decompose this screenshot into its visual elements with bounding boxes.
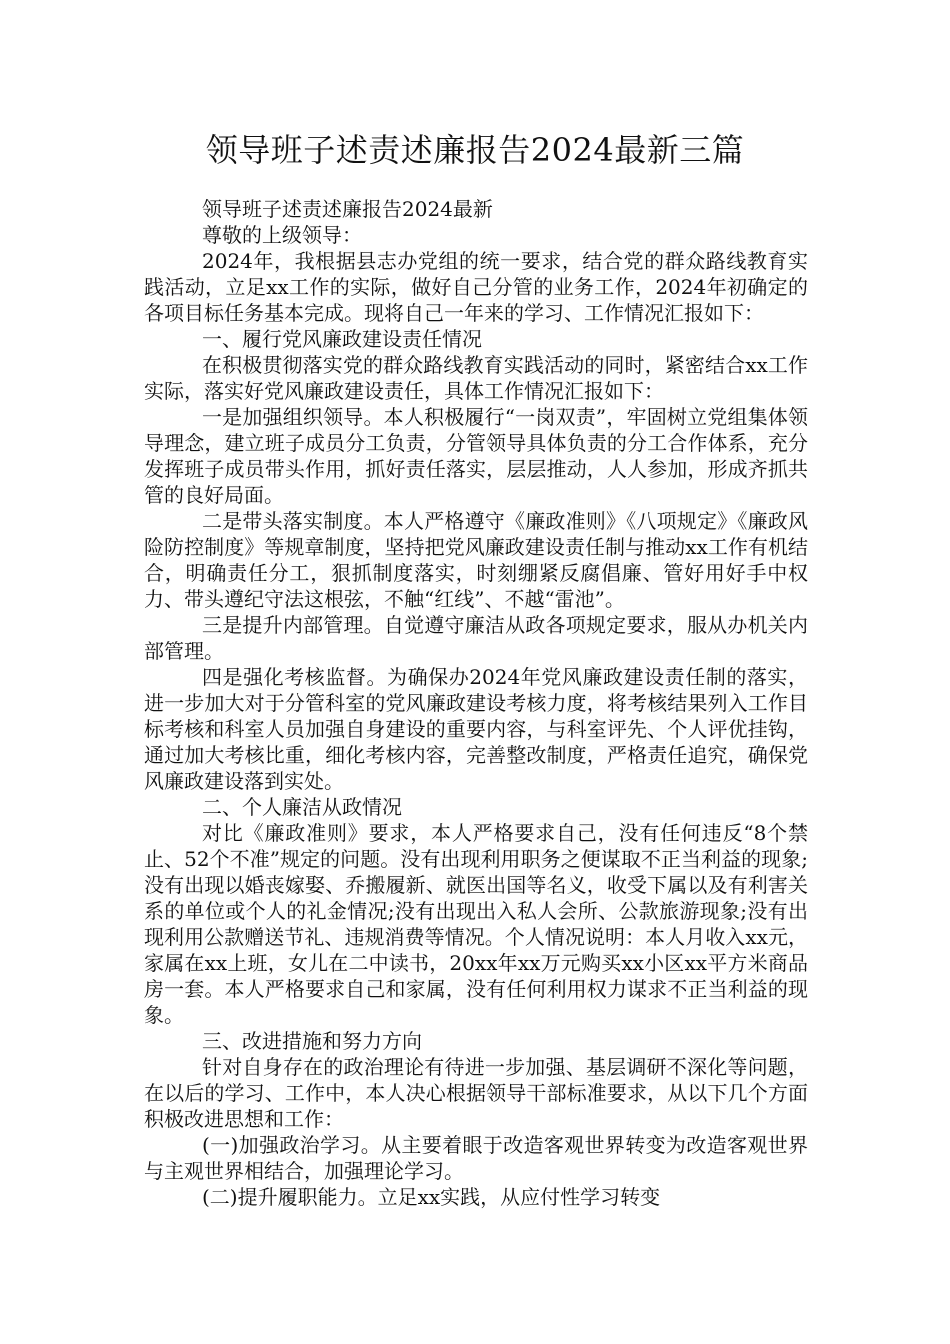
section-heading-3: 三、改进措施和努力方向 bbox=[202, 1029, 422, 1053]
report-subtitle: 领导班子述责述廉报告2024最新 bbox=[202, 197, 493, 221]
section-1-point-4: 四是强化考核监督。为确保办2024年党风廉政建设责任制的落实，进一步加大对于分管科室的党风廉政建设考核力度，将考核结果列入工作目标考核和科室人员加强自身建设的重要内容，与科室评先、个人评优挂钩，通过加大考核比重，细化考核内容，完善整改制度，严格责任追究，确保党风廉政建设落到实处。 bbox=[144, 665, 808, 793]
section-3-item-2: (二)提升履职能力。立足xx实践，从应付性学习转变 bbox=[202, 1185, 661, 1209]
section-3-intro: 针对自身存在的政治理论有待进一步加强、基层调研不深化等问题，在以后的学习、工作中，本人决心根据领导干部标准要求，从以下几个方面积极改进思想和工作： bbox=[144, 1055, 808, 1131]
section-heading-2: 二、个人廉洁从政情况 bbox=[202, 795, 402, 819]
section-heading-1: 一、履行党风廉政建设责任情况 bbox=[202, 327, 482, 351]
section-3-item-1: (一)加强政治学习。从主要着眼于改造客观世界转变为改造客观世界与主观世界相结合，加强理论学习。 bbox=[144, 1133, 808, 1183]
section-1-point-3: 三是提升内部管理。自觉遵守廉洁从政各项规定要求，服从办机关内部管理。 bbox=[144, 613, 808, 663]
document-body bbox=[144, 196, 808, 1210]
document-title: 领导班子述责述廉报告2024最新三篇 bbox=[205, 131, 745, 169]
section-1-intro: 在积极贯彻落实党的群众路线教育实践活动的同时，紧密结合xx工作实际，落实好党风廉政建设责任，具体工作情况汇报如下： bbox=[144, 353, 808, 403]
salutation: 尊敬的上级领导： bbox=[202, 223, 362, 247]
intro-paragraph: 2024年，我根据县志办党组的统一要求，结合党的群众路线教育实践活动，立足xx工作的实际，做好自己分管的业务工作，2024年初确定的各项目标任务基本完成。现将自己一年来的学习、工作情况汇报如下： bbox=[144, 249, 808, 325]
section-2-body: 对比《廉政准则》要求，本人严格要求自己，没有任何违反“8个禁止、52个不准”规定的问题。没有出现利用职务之便谋取不正当利益的现象;没有出现以婚丧嫁娶、乔搬履新、就医出国等名义，收受下属以及有利害关系的单位或个人的礼金情况;没有出现出入私人会所、公款旅游现象;没有出现利用公款赠送节礼、违规消费等情况。个人情况说明：本人月收入xx元，家属在xx上班，女儿在二中读书，20xx年xx万元购买xx小区xx平方米商品房一套。本人严格要求自己和家属，没有任何利用权力谋求不正当利益的现象。 bbox=[144, 821, 808, 1027]
section-1-point-1: 一是加强组织领导。本人积极履行“一岗双责”，牢固树立党组集体领导理念，建立班子成员分工负责，分管领导具体负责的分工合作体系，充分发挥班子成员带头作用，抓好责任落实，层层推动，人人参加，形成齐抓共管的良好局面。 bbox=[144, 405, 808, 507]
section-1-point-2: 二是带头落实制度。本人严格遵守《廉政准则》《八项规定》《廉政风险防控制度》等规章制度，坚持把党风廉政建设责任制与推动xx工作有机结合，明确责任分工，狠抓制度落实，时刻绷紧反腐倡廉、管好用好手中权力、带头遵纪守法这根弦，不触“红线”、不越“雷池”。 bbox=[144, 509, 808, 611]
